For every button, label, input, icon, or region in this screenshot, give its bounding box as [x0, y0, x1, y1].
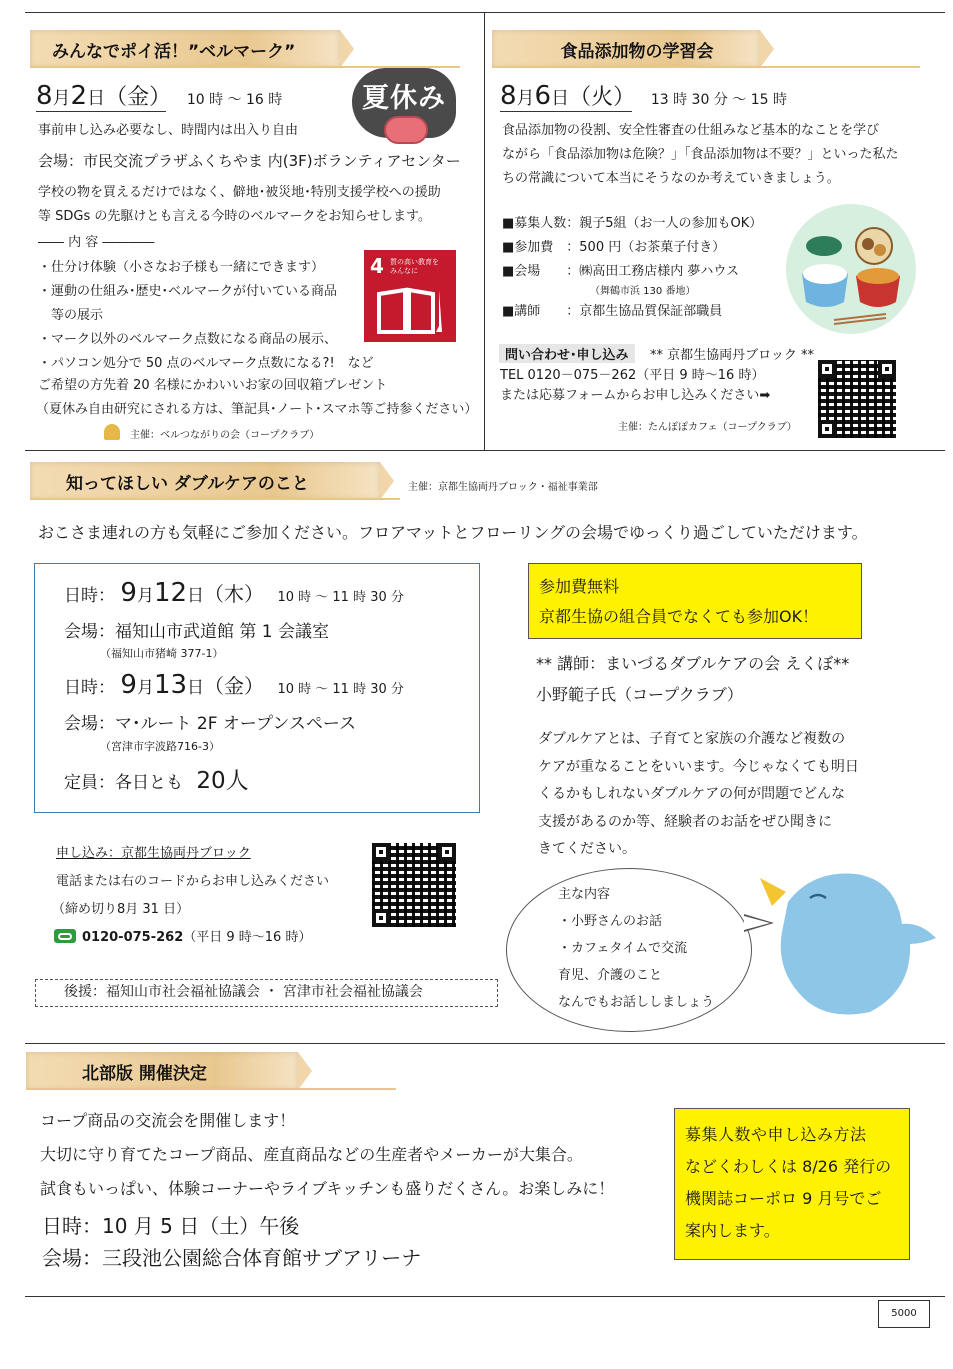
north-title-text: 北部版 開催決定: [82, 1063, 207, 1084]
notice-line: 案内します。: [685, 1221, 780, 1240]
support-text: 後援：福知山市社会福祉協議会 ・ 宮津市社会福祉協議会: [64, 984, 423, 1000]
lecturer-1: ** 講師：まいづるダブルケアの会 えくぼ**: [536, 654, 850, 673]
additive-desc-1: 食品添加物の役割、安全性審査の仕組みなど基本的なことを学び: [502, 123, 880, 138]
session1-weekday: （木）: [204, 582, 265, 606]
top-border: [25, 12, 945, 13]
sdg4-text-2: みんなに: [390, 267, 418, 275]
bellmark-venue: 会場：市民交流プラザふくちやま 内(3F)ボランティアセンター: [38, 152, 461, 170]
bubble-line: ・カフェタイムで交流: [558, 941, 688, 956]
about-line: ダブルケアとは、子育てと家族の介護など複数の: [538, 731, 846, 747]
bellmark-date-underline: [36, 111, 166, 112]
section-divider-2: [25, 1043, 945, 1044]
additive-info-venue: ■会場 ：㈱高田工務店様内 夢ハウス: [502, 264, 740, 279]
section-divider-3: [25, 1296, 945, 1297]
doublecare-about: [538, 726, 859, 864]
session1-month: 9: [120, 578, 137, 608]
apply-deadline: （締め切り8月 31 日）: [52, 902, 190, 917]
bellmark-bring: （夏休み自由研究にされる方は、筆記具･ノート･スマホ等ご持参ください）: [36, 402, 478, 417]
additive-tel: TEL 0120－075－262（平日 9 時～16 時）: [500, 368, 765, 383]
about-line: 支援があるのか等、経験者のお話をぜひ聞きに: [538, 813, 832, 830]
bellmark-desc-2: 等 SDGs の先駆けとも言える今時のベルマークをお知らせします。: [38, 209, 431, 224]
north-desc-2: 大切に守り育てたコープ商品、産直商品などの生産者やメーカーが大集合。: [40, 1145, 583, 1164]
additive-info-address: （舞鶴市浜 130 番地）: [590, 286, 696, 297]
fee-free: 参加費無料: [539, 577, 620, 596]
session1-address: （福知山市猪崎 377-1）: [100, 647, 224, 660]
session1-label: 日時：: [64, 586, 115, 606]
doublecare-tel: [82, 926, 311, 945]
additive-month: 8: [500, 81, 517, 111]
north-desc-1: コープ商品の交流会を開催します！: [40, 1111, 296, 1130]
summer-badge-text: 夏休み: [362, 83, 446, 114]
bubble-line: 育児、介護のこと: [558, 968, 663, 983]
doublecare-title-underline: [30, 498, 400, 500]
doublecare-title: [30, 462, 380, 500]
bellmark-item: 等の展示: [38, 308, 104, 323]
additive-contact-label: 問い合わせ･申し込み: [499, 344, 635, 363]
additive-date: 8月6日（火） 13 時 30 分 ～ 15 時: [500, 81, 787, 111]
session2-address: （宮津市字波路716-3）: [100, 740, 220, 753]
north-title: [26, 1052, 298, 1090]
apply-line: 電話または右のコードからお申し込みください: [56, 874, 330, 889]
bellmark-time: 10 時 ～ 16 時: [186, 92, 283, 108]
additive-contact-org: ** 京都生協両丹ブロック **: [650, 348, 815, 363]
bellmark-item: ・マーク以外のベルマーク点数になる商品の展示、: [38, 332, 338, 347]
about-line: きてください。: [538, 841, 636, 857]
additive-sponsor: 主催：たんぽぽカフェ（コープクラブ）: [618, 422, 797, 433]
capacity: [64, 762, 249, 795]
qr-finder: [372, 909, 390, 927]
north-venue: 会場：三段池公園総合体育館サブアリーナ: [42, 1246, 422, 1270]
session2-day: 13: [153, 670, 188, 700]
fee-nonmember: 京都生協の組合員でなくても参加OK！: [539, 607, 819, 626]
capacity-label: 定員：各日とも: [64, 773, 183, 793]
bellmark-sponsor: 主催：ベルつながりの会（コープクラブ）: [130, 430, 320, 441]
about-line: くるかもしれないダブルケアの何が問題でどんな: [538, 786, 846, 802]
bubble-line: ・小野さんのお話: [558, 914, 663, 929]
bellmark-item: ・仕分け体験（小さなお子様も一緒にできます）: [38, 260, 325, 275]
doublecare-tel-number[interactable]: 0120-075-262: [82, 930, 184, 945]
session2-date: 日時： 9月13日（金） 10 時 ～ 11 時 30 分: [64, 670, 404, 700]
bubble-content: [558, 881, 714, 1016]
session1-date: 日時： 9月12日（木） 10 時 ～ 11 時 30 分: [64, 578, 404, 608]
session1-venue: 会場：福知山市武道館 第 1 会議室: [64, 622, 330, 642]
doublecare-sponsor: 主催：京都生協両丹ブロック・福祉事業部: [408, 482, 598, 493]
fee-highlight: [528, 563, 862, 639]
additive-info-fee: ■参加費 ：500 円（お茶菓子付き）: [502, 240, 726, 255]
section-divider-1: [25, 450, 945, 451]
session1-time: 10 時 ～ 11 時 30 分: [277, 590, 404, 605]
sdg4-number: 4: [370, 254, 384, 278]
qr-finder: [372, 843, 390, 861]
additive-form: または応募フォームからお申し込みください➡: [500, 388, 771, 403]
capacity-value: 20人: [196, 768, 249, 794]
additive-title: [492, 30, 760, 68]
bell-icon: [104, 424, 120, 440]
bellmark-item: ・運動の仕組み･歴史･ベルマークが付いている商品: [38, 284, 338, 299]
notice-line: 機関誌コーポロ 9 月号でご: [685, 1189, 882, 1208]
qr-finder: [878, 360, 896, 378]
additive-desc-3: ちの常識について本当にそうなのか考えていきましょう。: [502, 171, 840, 186]
pig-icon: [384, 116, 428, 144]
north-date: 日時：10 月 5 日（土）午後: [42, 1214, 300, 1238]
book-pencil-icon: [375, 286, 445, 336]
free-dial-icon: [54, 929, 76, 943]
bellmark-day: 2: [70, 81, 88, 111]
additive-info-capacity: ■募集人数：親子5組（お一人の参加もOK）: [502, 216, 763, 231]
north-title-underline: [26, 1088, 396, 1090]
bellmark-gift: ご希望の方先着 20 名様にかわいいお家の回収箱プレゼント: [38, 378, 388, 393]
bellmark-month: 8: [36, 81, 53, 111]
session1-day: 12: [153, 578, 188, 608]
session2-weekday: （金）: [204, 674, 265, 698]
additive-date-underline: [500, 111, 632, 112]
additive-info-lecturer: ■講師 ：京都生協品質保証部職員: [502, 304, 723, 319]
apply-label[interactable]: 申し込み：京都生協両丹ブロック: [56, 846, 251, 861]
bellmark-date: 8月2日（金） 10 時 ～ 16 時: [36, 81, 283, 111]
notice-line: などくわしくは 8/26 発行の: [685, 1157, 892, 1176]
footer-code-text: 5000: [891, 1308, 917, 1319]
bellmark-desc-1: 学校の物を買えるだけではなく、僻地･被災地･特別支援学校への援助: [38, 185, 441, 200]
bellmark-items: [38, 256, 374, 376]
doublecare-tel-hours: （平日 9 時～16 時）: [183, 930, 312, 945]
additive-time: 13 時 30 分 ～ 15 時: [650, 92, 787, 108]
sdg4-text-1: 質の高い教育を: [390, 258, 439, 266]
qr-finder: [438, 843, 456, 861]
session2-time: 10 時 ～ 11 時 30 分: [277, 682, 404, 697]
food-illustration: [786, 204, 916, 334]
additive-qr-code[interactable]: [818, 360, 896, 438]
bellmark-note: 事前申し込み必要なし、時間内は出入り自由: [38, 123, 299, 138]
bubble-line: 主な内容: [558, 887, 611, 902]
footer-code: [878, 1300, 930, 1328]
about-line: ケアが重なることをいいます。今じゃなくても明日: [538, 758, 859, 775]
lecturer-2: 小野範子氏（コープクラブ）: [536, 685, 743, 704]
doublecare-title-text: 知ってほしい ダブルケアのこと: [66, 473, 309, 494]
bird-icon: [752, 862, 938, 1022]
free-dial-glyph: [58, 933, 72, 940]
additive-info: [502, 212, 762, 324]
additive-title-underline: [492, 66, 920, 68]
session2-label: 日時：: [64, 678, 115, 698]
bellmark-title-text: みんなでポイ活！”ベルマーク”: [52, 41, 296, 62]
north-notice: [674, 1108, 910, 1260]
column-divider: [484, 12, 485, 450]
bellmark-title: [30, 30, 340, 68]
additive-day: 6: [534, 81, 552, 111]
additive-desc-2: ながら「食品添加物は危険？」「食品添加物は不要？」といった私た: [502, 147, 899, 162]
doublecare-intro: おこさま連れの方も気軽にご参加ください。フロアマットとフローリングの会場でゆっくり過ごしていただけます。: [38, 523, 868, 542]
qr-finder: [818, 420, 836, 438]
bellmark-item: ・パソコン処分で 50 点のベルマーク点数になる?! など: [38, 356, 374, 371]
session2-month: 9: [120, 670, 137, 700]
bellmark-content-header: ―― 内 容 ――――: [38, 235, 155, 250]
session2-venue: 会場：マ･ルート 2F オープンスペース: [64, 714, 357, 734]
sdg4-icon: [364, 250, 456, 342]
support-box: [35, 979, 498, 1007]
notice-line: 募集人数や申し込み方法: [685, 1125, 867, 1144]
bellmark-weekday: （金）: [105, 85, 172, 110]
additive-weekday: （火）: [569, 85, 636, 110]
north-desc-3: 試食もいっぱい、体験コーナーやライブキッチンも盛りだくさん。お楽しみに！: [40, 1179, 615, 1198]
bubble-line: なんでもお話ししましょう: [558, 995, 715, 1010]
additive-title-text: 食品添加物の学習会: [560, 41, 714, 62]
meal-icon: [786, 204, 916, 334]
qr-finder: [818, 360, 836, 378]
doublecare-qr-code[interactable]: [372, 843, 456, 927]
